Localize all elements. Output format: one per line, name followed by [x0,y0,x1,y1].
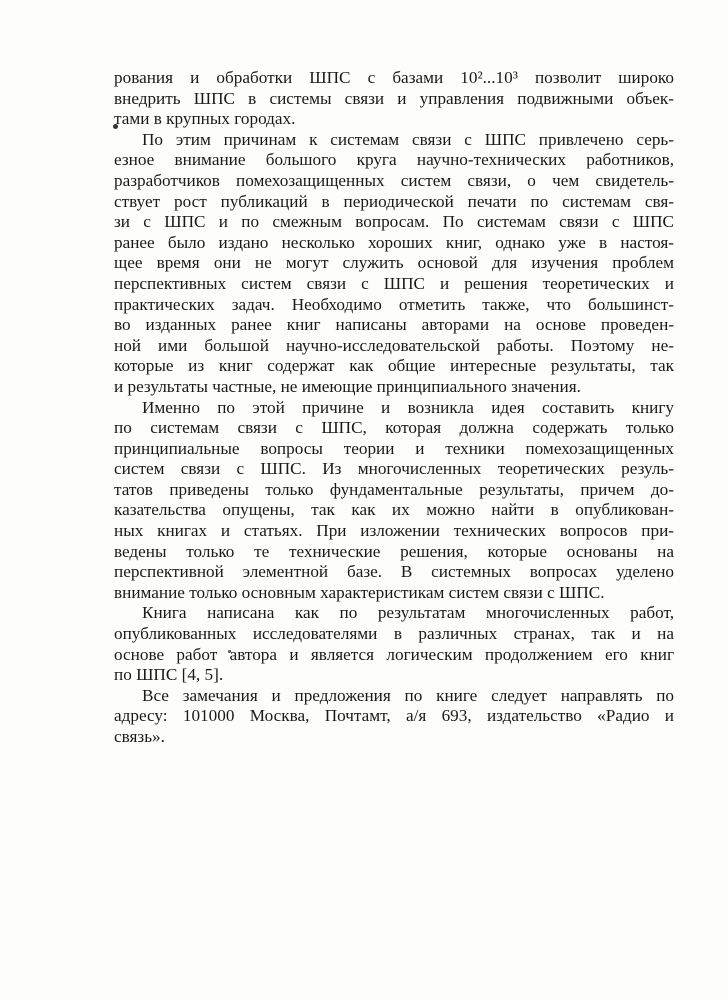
text-line: во изданных ранее книг написаны авторами на основе проведен- [114,315,674,335]
text-line: основе работ автора и является логическим продолжением его книг [114,644,674,664]
text-line: опубликованных исследователями в различных странах, так и на [114,624,674,644]
text-line: ной ими большой научно-исследовательской работы. Поэтому не- [114,335,674,355]
text-line: перспективной элементной базе. В системных вопросах уделено [114,562,674,582]
text-line: связь». [114,727,165,746]
text-line: ствует рост публикаций в периодической печати по системам свя- [114,191,674,211]
text-line: езное внимание большого круга научно-технических работников, [114,150,674,170]
text-line: зи с ШПС и по смежным вопросам. По системам связи с ШПС [114,212,674,232]
text-line: по системам связи с ШПС, которая должна содержать только [114,418,674,438]
text-line: ранее было издано несколько хороших книг, однако уже в настоя- [114,232,674,252]
text-line: разработчиков помехозащищенных систем связи, о чем свидетель- [114,170,674,190]
text-line: перспективных систем связи с ШПС и решения теоретических и [114,273,674,293]
text-line: внедрить ШПС в системы связи и управления подвижными объек- [114,88,674,108]
text-line: ных книгах и статьях. При изложении технических вопросов при- [114,521,674,541]
paragraph-3 [114,398,674,604]
text-line: Все замечания и предложения по книге следует направлять по [142,685,674,705]
text-line: Книга написана как по результатам многочисленных работ, [142,603,674,623]
paragraph-4 [114,603,674,685]
text-line: внимание только основным характеристикам систем связи с ШПС. [114,582,605,602]
text-line: ведены только те технические решения, которые основаны на [114,541,674,561]
text-line: казательства опущены, так как их можно найти в опубликован- [114,500,674,520]
text-line: рования и обработки ШПС с базами 10²...10³ позволит широко [114,68,674,87]
text-line: по ШПС [4, 5]. [114,665,224,685]
text-line: систем связи с ШПС. Из многочисленных теоретических резуль- [114,459,674,479]
text-line: которые из книг содержат как общие интересные результаты, так [114,356,674,376]
text-line: и результаты частные, не имеющие принципиального значения. [114,376,581,396]
document-page [114,68,674,748]
text-line: По этим причинам к системам связи с ШПС привлечено серь- [142,129,674,149]
text-line: Именно по этой причине и возникла идея составить книгу [142,397,674,417]
text-line: татов приведены только фундаментальные результаты, причем до- [114,479,674,499]
paragraph-1 [114,68,674,130]
paragraph-2 [114,130,674,398]
text-line: принципиальные вопросы теории и техники помехозащищенных [114,438,674,458]
text-line: адресу: 101000 Москва, Почтамт, а/я 693, издательство «Радио и [114,706,674,726]
text-line: тами в крупных городах. [114,109,296,129]
text-line: щее время они не могут служить основой для изучения проблем [114,253,674,273]
paragraph-5 [114,686,674,748]
text-line: практических задач. Необходимо отметить также, что большинст- [114,294,674,314]
